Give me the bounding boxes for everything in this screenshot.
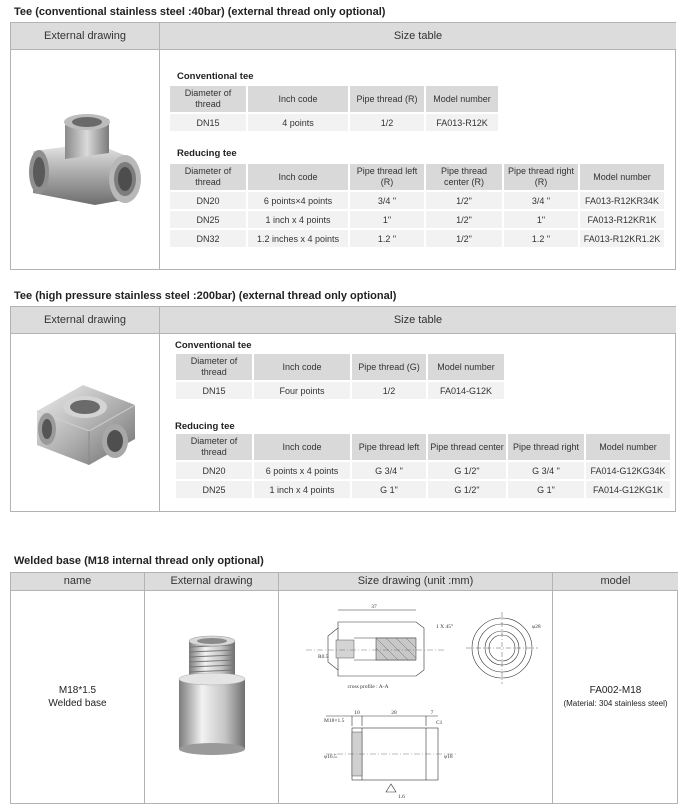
table-cell: 1/2 <box>350 114 424 131</box>
welded-base-name-line1: M18*1.5 <box>58 685 97 696</box>
section1-title: Tee (conventional stainless steel :40bar) (external thread only optional) <box>14 6 386 18</box>
table-header: Pipe thread (R) <box>350 86 424 112</box>
section1-reducing-table <box>168 162 666 249</box>
table-cell: 1 inch x 4 points <box>254 481 350 498</box>
table-cell: 1.2 inches x 4 points <box>248 230 348 247</box>
cross-profile-label: cross profile : A-A <box>347 684 389 690</box>
table-header: Pipe thread center <box>428 434 506 460</box>
table-cell: FA013-R12KR34K <box>580 192 664 209</box>
section2-conventional-table <box>174 352 506 401</box>
table-cell: 1.2 " <box>504 230 578 247</box>
table-cell: G 1" <box>508 481 584 498</box>
table-header: Pipe thread left (R) <box>350 164 424 190</box>
welded-base-model <box>552 684 679 710</box>
table-cell: G 1/2" <box>428 481 506 498</box>
table-cell: DN20 <box>176 462 252 479</box>
section2-title: Tee (high pressure stainless steel :200bar) (external thread only optional) <box>14 290 397 302</box>
dim-m18: M18×1.5 <box>324 718 345 724</box>
table-header: Pipe thread right (R) <box>504 164 578 190</box>
table-cell: 1.2 " <box>350 230 424 247</box>
section2-conventional-title: Conventional tee <box>175 340 252 351</box>
dim-c1: C1 <box>436 720 443 726</box>
tee-40bar-image <box>25 107 147 217</box>
dim-phi18: φ18 <box>444 754 453 760</box>
dim-phi165: φ16.5 <box>324 754 337 760</box>
table-cell: FA013-R12K <box>426 114 498 131</box>
table-header: Model number <box>426 86 498 112</box>
table-header: Pipe thread center (R) <box>426 164 502 190</box>
section1-col-drawing: External drawing <box>11 23 159 49</box>
section2-panel <box>10 306 676 512</box>
table-cell: 1" <box>504 211 578 228</box>
table-header: Pipe thread (G) <box>352 354 426 380</box>
table-cell: FA013-R12KR1K <box>580 211 664 228</box>
table-cell: 1/2" <box>426 230 502 247</box>
table-header: Inch code <box>254 434 350 460</box>
table-cell: DN20 <box>170 192 246 209</box>
table-cell: G 1" <box>352 481 426 498</box>
table-cell: G 3/4 " <box>352 462 426 479</box>
welded-base-image <box>175 635 251 757</box>
table-header: Inch code <box>248 86 348 112</box>
section2-reducing-title: Reducing tee <box>175 421 235 432</box>
dim-10: 10 <box>354 710 360 716</box>
dim-phi28: φ28 <box>532 624 541 630</box>
table-cell: 4 points <box>248 114 348 131</box>
section2-col-size: Size table <box>160 307 676 333</box>
table-cell: 6 points x 4 points <box>254 462 350 479</box>
section2-col-drawing: External drawing <box>11 307 159 333</box>
table-cell: DN32 <box>170 230 246 247</box>
dim-r05: R0.5 <box>318 654 329 660</box>
section3-col-name: name <box>11 573 144 590</box>
tee-200bar-image <box>23 361 147 471</box>
welded-base-model-number: FA002-M18 <box>589 685 642 696</box>
section3-panel <box>10 572 678 804</box>
table-cell: DN15 <box>170 114 246 131</box>
table-cell: FA014-G12KG34K <box>586 462 670 479</box>
table-cell: 1/2" <box>426 192 502 209</box>
table-header: Model number <box>580 164 664 190</box>
size-drawing <box>286 598 548 800</box>
table-cell: 1/2" <box>426 211 502 228</box>
dim-chamfer: 1 X 45° <box>436 624 454 630</box>
table-header: Diameter of thread <box>176 434 252 460</box>
section3-title: Welded base (M18 internal thread only optional) <box>14 555 264 567</box>
table-cell: 1/2 <box>352 382 426 399</box>
welded-base-name <box>11 684 144 710</box>
table-cell: 6 points×4 points <box>248 192 348 209</box>
section3-col-model: model <box>553 573 678 590</box>
welded-base-name-line2: Welded base <box>48 698 107 709</box>
table-cell: G 1/2" <box>428 462 506 479</box>
table-header: Pipe thread left <box>352 434 426 460</box>
table-cell: FA014-G12K <box>428 382 504 399</box>
section1-conventional-table <box>168 84 500 133</box>
table-header: Pipe thread right <box>508 434 584 460</box>
section1-panel <box>10 22 676 270</box>
table-header: Diameter of thread <box>176 354 252 380</box>
table-cell: 1 inch x 4 points <box>248 211 348 228</box>
table-cell: DN25 <box>170 211 246 228</box>
table-header: Diameter of thread <box>170 86 246 112</box>
welded-base-material: (Material: 304 stainless steel) <box>563 699 668 708</box>
table-cell: Four points <box>254 382 350 399</box>
table-header: Model number <box>428 354 504 380</box>
table-cell: FA014-G12KG1K <box>586 481 670 498</box>
section3-col-size: Size drawing (unit :mm) <box>279 573 552 590</box>
dim-37: 37 <box>371 604 377 610</box>
table-cell: DN25 <box>176 481 252 498</box>
table-header: Model number <box>586 434 670 460</box>
dim-7: 7 <box>430 710 434 716</box>
table-header: Diameter of thread <box>170 164 246 190</box>
table-header: Inch code <box>254 354 350 380</box>
section1-conventional-title: Conventional tee <box>177 71 254 82</box>
table-cell: DN15 <box>176 382 252 399</box>
table-cell: G 3/4 " <box>508 462 584 479</box>
section1-col-size: Size table <box>160 23 676 49</box>
table-header: Inch code <box>248 164 348 190</box>
section1-reducing-title: Reducing tee <box>177 148 237 159</box>
table-cell: 3/4 " <box>504 192 578 209</box>
table-cell: 3/4 " <box>350 192 424 209</box>
table-cell: FA013-R12KR1.2K <box>580 230 664 247</box>
section3-col-drawing: External drawing <box>145 573 278 590</box>
dim-28: 28 <box>391 710 397 716</box>
table-cell: 1" <box>350 211 424 228</box>
dim-ra: 1.6 <box>398 794 405 800</box>
section2-reducing-table <box>174 432 672 500</box>
